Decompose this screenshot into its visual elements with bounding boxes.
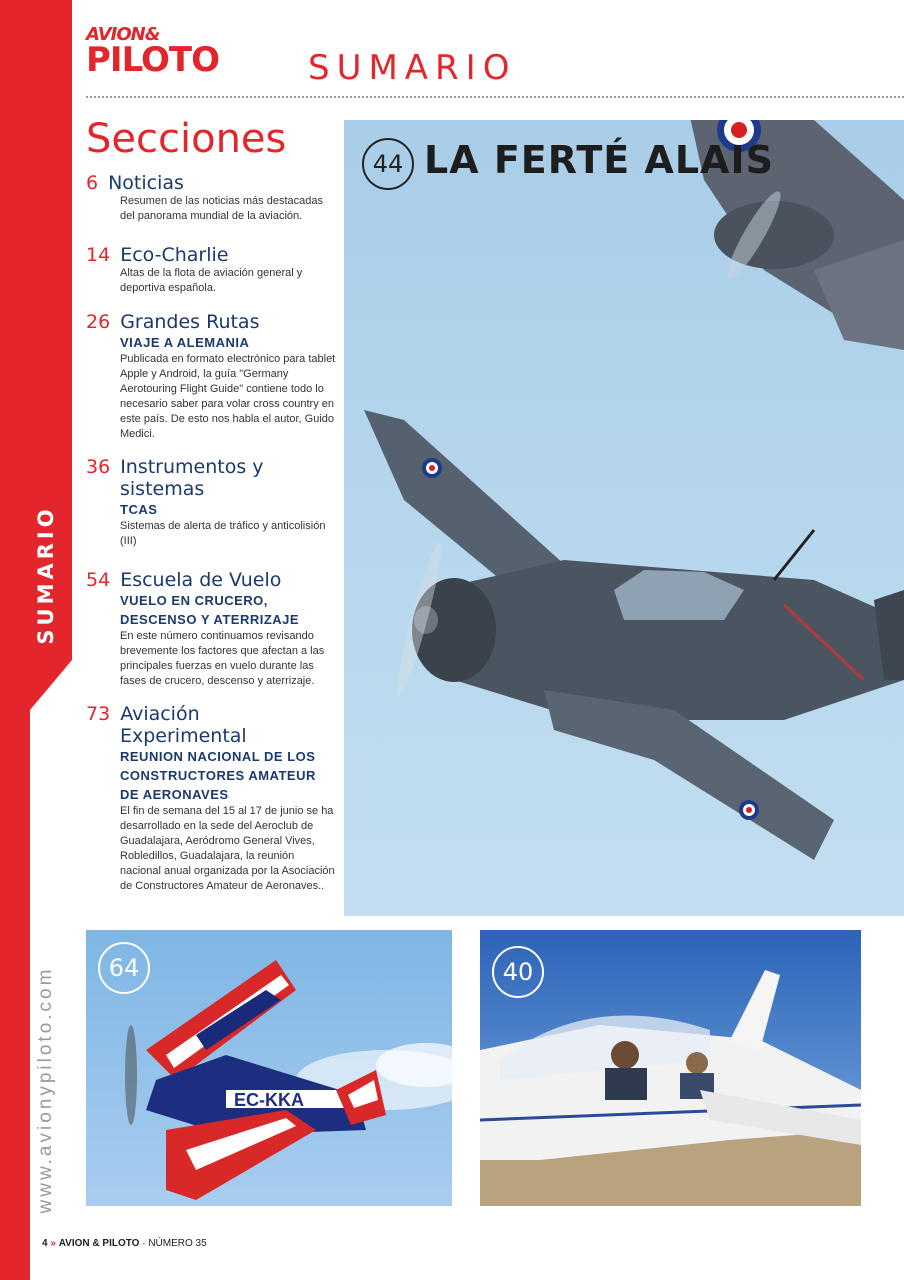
entry-desc: Resumen de las noticias más destacadas del panorama mundial de la aviación. (120, 195, 323, 222)
entry-subtitle: VUELO EN CRUCERO, DESCENSO Y ATERRIZAJE (120, 593, 300, 627)
page-footer (42, 1238, 207, 1249)
sections-heading: Secciones (86, 116, 287, 162)
entry-subtitle: VIAJE A ALEMANIA (120, 335, 250, 350)
header-divider (86, 96, 904, 98)
toc-entry-noticias[interactable] (86, 172, 336, 224)
page-number: 4 (42, 1238, 48, 1249)
warplanes-illustration (344, 120, 904, 916)
toc-entry-instrumentos[interactable] (86, 456, 336, 549)
footer-magazine: AVION & PILOTO (58, 1238, 140, 1249)
toc-entry-experimental[interactable] (86, 703, 336, 894)
magazine-logo (86, 24, 220, 80)
entry-subtitle: TCAS (120, 502, 158, 517)
glider-photo[interactable] (480, 930, 861, 1206)
entry-desc: Publicada en formato electrónico para tablet Apple y Android, la guía "Germany Aerotouring Flight Guide" contiene todo lo necesario saber para volar cross country en este país. De esto nos habla el autor, Guido Medici. (120, 353, 336, 440)
logo-line1: AVION& (86, 24, 160, 45)
feature-page-number: 44 (362, 138, 414, 190)
page-title: SUMARIO (308, 48, 517, 88)
toc-entry-escuela[interactable] (86, 569, 336, 689)
footer-arrows-icon: » (50, 1238, 56, 1249)
entry-desc: Altas de la flota de aviación general y deportiva española. (120, 267, 303, 294)
entry-title-cont: Experimental (120, 725, 247, 747)
biplane-page-number: 64 (98, 942, 150, 994)
glider-page-number: 40 (492, 946, 544, 998)
entry-desc: El fin de semana del 15 al 17 de junio se ha desarrollado en la sede del Aeroclub de Guadalajara, Aeródromo General Vives, Robledillos, Guadalajara, la reunión nacional anual organizada por la Asociación de Constructores Amateur de Aeronaves.. (120, 805, 335, 892)
registration-text: EC-KKA (234, 1090, 304, 1110)
entry-desc: Sistemas de alerta de tráfico y anticolisión (III) (120, 520, 326, 547)
entry-page: 26 (86, 311, 111, 333)
entry-title: Grandes Rutas (120, 311, 260, 333)
toc-entry-grandes-rutas[interactable] (86, 311, 336, 442)
entry-desc: En este número continuamos revisando brevemente los factores que afectan a las principales fuerzas en vuelo durante las fases de crucero, descenso y aterrizaje. (120, 630, 325, 687)
website-url: www.avionypiloto.com (35, 966, 56, 1214)
feature-photo[interactable] (344, 120, 904, 916)
biplane-photo[interactable] (86, 930, 452, 1206)
entry-subtitle: REUNION NACIONAL DE LOS CONSTRUCTORES AMATEUR DE AERONAVES (120, 749, 316, 802)
entry-title: Escuela de Vuelo (120, 569, 282, 591)
entry-title: Eco-Charlie (120, 244, 229, 266)
entry-page: 54 (86, 569, 111, 591)
feature-title[interactable]: LA FERTÉ ALAIS (424, 138, 774, 182)
entry-page: 14 (86, 244, 111, 266)
entry-title-cont: sistemas (120, 478, 205, 500)
entry-page: 36 (86, 456, 111, 478)
sidebar-label: SUMARIO (34, 505, 58, 645)
entry-page: 73 (86, 703, 111, 725)
entry-title: Noticias (108, 172, 184, 194)
entry-page: 6 (86, 172, 99, 194)
footer-issue: · NÚMERO 35 (142, 1238, 207, 1249)
logo-line2: PILOTO (86, 40, 220, 80)
entry-title: Aviación (120, 703, 200, 725)
toc-entry-eco-charlie[interactable] (86, 244, 336, 296)
entry-title: Instrumentos y (120, 456, 264, 478)
